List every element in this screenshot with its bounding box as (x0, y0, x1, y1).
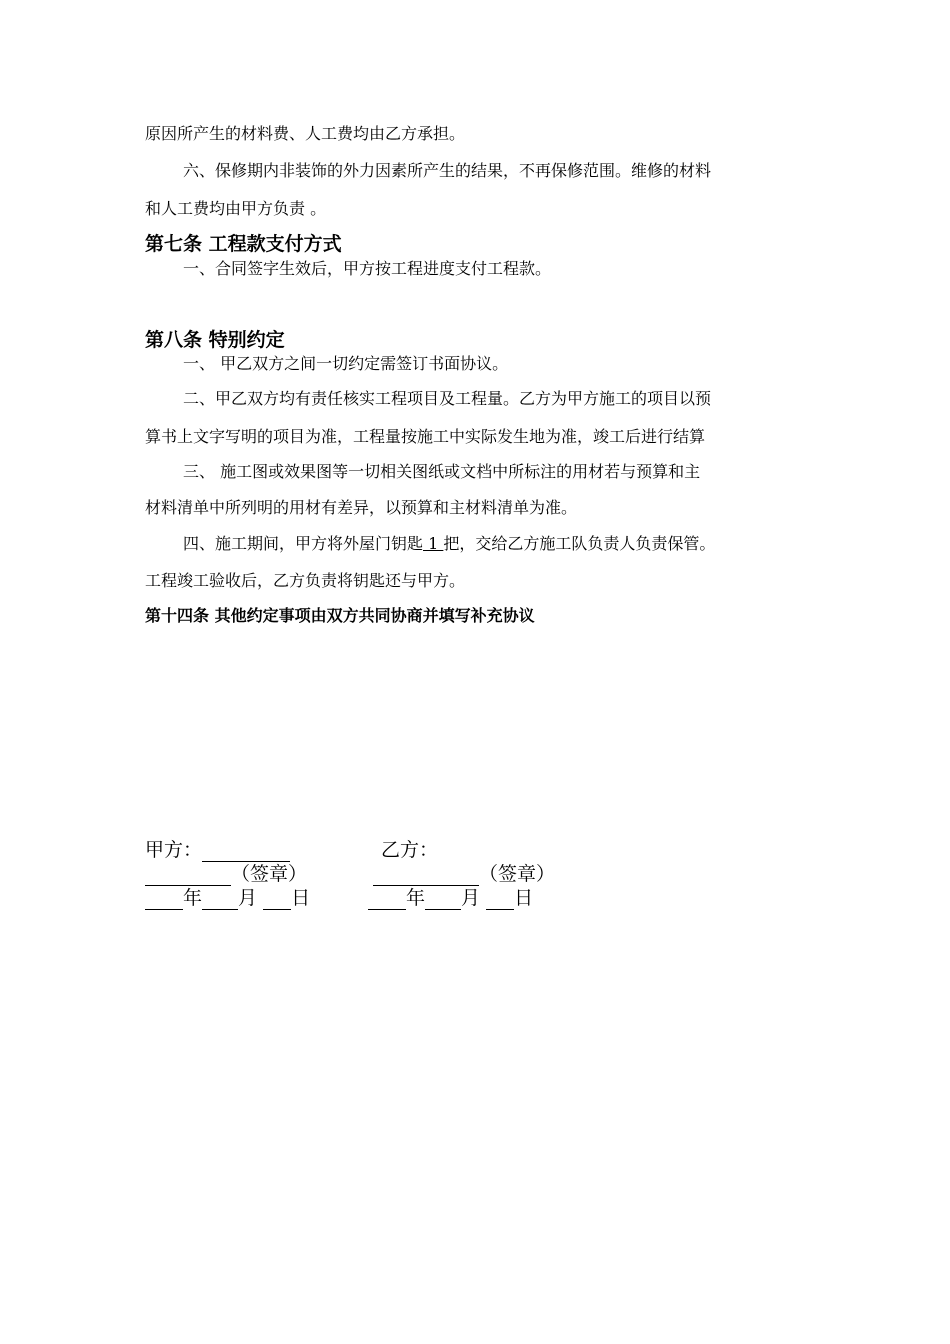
section-eight-item-four-line1 (183, 534, 810, 554)
party-b-year-label: 年 (406, 887, 426, 909)
paragraph-six-line2: 和人工费均由甲方负责 。 (145, 199, 327, 218)
section-eight-item-two-line1: 二、甲乙双方均有责任核实工程项目及工程量。乙方为甲方施工的项目以预 (183, 389, 712, 408)
item-four-text-pre: 四、施工期间，甲方将外屋门钥匙 (183, 534, 424, 553)
party-b-seal-row (373, 862, 555, 886)
party-a-year-line (145, 891, 183, 910)
party-b-day-label: 日 (514, 887, 534, 909)
section-eight-item-three-line1: 三、 施工图或效果图等一切相关图纸或文档中所标注的用材若与预算和主 (183, 462, 701, 481)
party-b-row (381, 838, 438, 862)
party-a-row (145, 838, 290, 862)
party-b-label: 乙方： (381, 839, 439, 861)
item-four-text-post: 把，交给乙方施工队负责人负责保管。 (443, 534, 716, 553)
section-fourteen-title: 第十四条 其他约定事项由双方共同协商并填写补充协议 (145, 606, 535, 625)
party-a-date-row (145, 886, 310, 910)
section-eight-item-three-line2: 材料清单中所列明的用材有差异，以预算和主材料清单为准。 (145, 498, 578, 517)
party-a-month-line (202, 891, 238, 910)
party-b-date-row (368, 886, 533, 910)
party-b-month-line (425, 891, 461, 910)
party-a-seal-line (145, 867, 231, 886)
section-eight-title: 第八条 特别约定 (145, 329, 285, 351)
party-a-name-line (202, 843, 290, 862)
party-a-seal-label: （签章） (231, 863, 308, 885)
party-a-seal-row (145, 862, 307, 886)
section-seven-item-one: 一、合同签字生效后，甲方按工程进度支付工程款。 (183, 259, 552, 278)
party-b-seal-label: （签章） (479, 863, 556, 885)
section-eight-item-one: 一、 甲乙双方之间一切约定需签订书面协议。 (183, 354, 509, 373)
party-a-label: 甲方： (145, 839, 203, 861)
paragraph-warranty-cost: 原因所产生的材料费、人工费均由乙方承担。 (145, 124, 466, 143)
party-b-day-line (486, 891, 514, 910)
paragraph-six-line1: 六、保修期内非装饰的外力因素所产生的结果，不再保修范围。维修的材料 (183, 161, 712, 180)
key-count-field: 1 (423, 534, 444, 553)
party-b-year-line (368, 891, 406, 910)
section-eight-item-four-line2: 工程竣工验收后，乙方负责将钥匙还与甲方。 (145, 571, 466, 590)
party-b-month-label: 月 (461, 887, 481, 909)
party-b-seal-line (373, 867, 479, 886)
section-seven-title: 第七条 工程款支付方式 (145, 233, 342, 255)
party-a-day-label: 日 (291, 887, 311, 909)
party-a-month-label: 月 (238, 887, 258, 909)
party-a-day-line (263, 891, 291, 910)
party-a-year-label: 年 (183, 887, 203, 909)
section-eight-item-two-line2: 算书上文字写明的项目为准，工程量按施工中实际发生地为准，竣工后进行结算 (145, 427, 706, 446)
